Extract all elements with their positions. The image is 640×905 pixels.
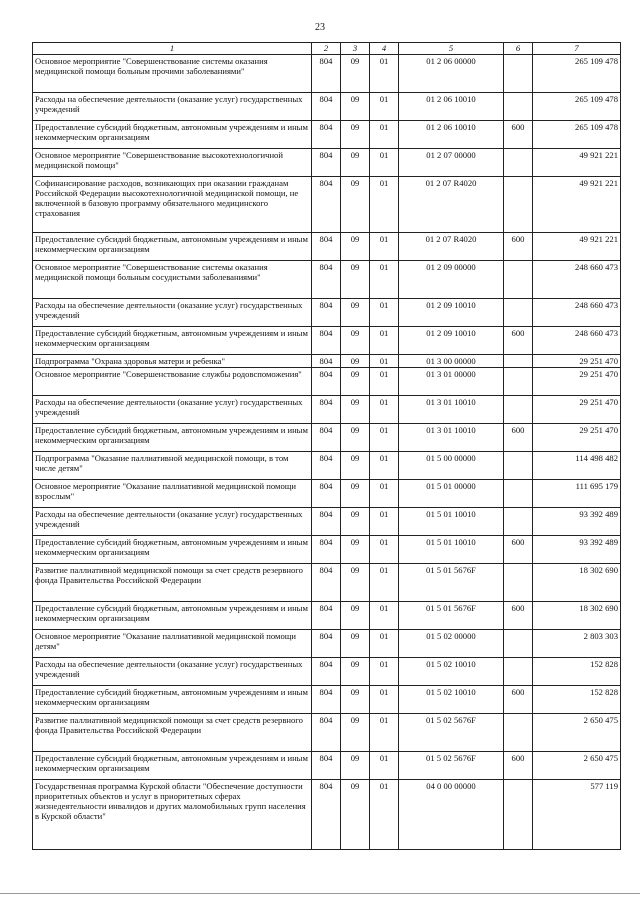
cell-rz: 09: [341, 564, 370, 602]
cell-sum: 93 392 489: [533, 536, 621, 564]
cell-name: Предоставление субсидий бюджетным, автономным учреждениям и иным некоммерческим организациям: [33, 233, 312, 261]
cell-name: Расходы на обеспечение деятельности (оказание услуг) государственных учреждений: [33, 508, 312, 536]
cell-vr: [504, 396, 533, 424]
table-row: [33, 177, 621, 233]
cell-vr: 600: [504, 536, 533, 564]
cell-pr: 01: [370, 396, 399, 424]
cell-rz: 09: [341, 368, 370, 396]
cell-rz: 09: [341, 396, 370, 424]
cell-vr: 600: [504, 327, 533, 355]
cell-csr: 01 2 06 10010: [399, 93, 504, 121]
cell-vr: [504, 93, 533, 121]
cell-pr: 01: [370, 536, 399, 564]
cell-pr: 01: [370, 327, 399, 355]
cell-name: Предоставление субсидий бюджетным, автономным учреждениям и иным некоммерческим организациям: [33, 121, 312, 149]
cell-sum: 152 828: [533, 686, 621, 714]
cell-vr: 600: [504, 602, 533, 630]
cell-ved: 804: [312, 480, 341, 508]
cell-pr: 01: [370, 93, 399, 121]
table-row: [33, 93, 621, 121]
cell-pr: 01: [370, 564, 399, 602]
cell-vr: [504, 452, 533, 480]
table-row: [33, 355, 621, 368]
cell-ved: 804: [312, 396, 341, 424]
cell-sum: 93 392 489: [533, 508, 621, 536]
cell-ved: 804: [312, 452, 341, 480]
cell-sum: 18 302 690: [533, 602, 621, 630]
cell-name: Основное мероприятие "Оказание паллиативной медицинской помощи взрослым": [33, 480, 312, 508]
table-row: [33, 368, 621, 396]
cell-pr: 01: [370, 602, 399, 630]
header-col-6: 6: [504, 43, 533, 55]
cell-ved: 804: [312, 55, 341, 93]
cell-ved: 804: [312, 93, 341, 121]
cell-sum: 49 921 221: [533, 177, 621, 233]
cell-sum: 248 660 473: [533, 299, 621, 327]
cell-ved: 804: [312, 630, 341, 658]
cell-vr: 600: [504, 233, 533, 261]
cell-name: Развитие паллиативной медицинской помощи за счет средств резервного фонда Правительства Российской Федерации: [33, 564, 312, 602]
cell-ved: 804: [312, 261, 341, 299]
cell-vr: [504, 299, 533, 327]
table-row: [33, 424, 621, 452]
cell-csr: 01 5 01 5676F: [399, 564, 504, 602]
cell-rz: 09: [341, 686, 370, 714]
cell-rz: 09: [341, 261, 370, 299]
cell-sum: 111 695 179: [533, 480, 621, 508]
table-row: [33, 261, 621, 299]
cell-ved: 804: [312, 508, 341, 536]
cell-ved: 804: [312, 327, 341, 355]
cell-pr: 01: [370, 658, 399, 686]
cell-csr: 01 2 07 R4020: [399, 177, 504, 233]
cell-pr: 01: [370, 149, 399, 177]
cell-name: Расходы на обеспечение деятельности (оказание услуг) государственных учреждений: [33, 658, 312, 686]
header-col-7: 7: [533, 43, 621, 55]
cell-vr: [504, 355, 533, 368]
cell-rz: 09: [341, 714, 370, 752]
cell-csr: 01 2 06 10010: [399, 121, 504, 149]
cell-csr: 01 5 02 00000: [399, 630, 504, 658]
cell-sum: 2 650 475: [533, 714, 621, 752]
cell-pr: 01: [370, 261, 399, 299]
cell-vr: [504, 480, 533, 508]
cell-vr: [504, 508, 533, 536]
cell-csr: 04 0 00 00000: [399, 780, 504, 850]
table-row: [33, 480, 621, 508]
cell-vr: [504, 714, 533, 752]
cell-ved: 804: [312, 299, 341, 327]
cell-name: Подпрограмма "Оказание паллиативной медицинской помощи, в том числе детям": [33, 452, 312, 480]
budget-table: [32, 42, 621, 850]
cell-csr: 01 2 07 00000: [399, 149, 504, 177]
header-col-1: 1: [33, 43, 312, 55]
table-row: [33, 121, 621, 149]
cell-name: Государственная программа Курской области "Обеспечение доступности приоритетных объектов и услуг в приоритетных сферах жизнедеятельности инвалидов и других маломобильных групп населения в Курской области": [33, 780, 312, 850]
cell-csr: 01 5 01 00000: [399, 480, 504, 508]
cell-ved: 804: [312, 658, 341, 686]
cell-pr: 01: [370, 686, 399, 714]
cell-pr: 01: [370, 233, 399, 261]
cell-sum: 2 803 303: [533, 630, 621, 658]
cell-ved: 804: [312, 149, 341, 177]
table-row: [33, 55, 621, 93]
cell-vr: 600: [504, 121, 533, 149]
cell-vr: [504, 368, 533, 396]
cell-rz: 09: [341, 299, 370, 327]
table-row: [33, 536, 621, 564]
cell-name: Софинансирование расходов, возникающих при оказании гражданам Российской Федерации высокотехнологичной медицинской помощи, не включенной в базовую программу обязательного медицинского страхования: [33, 177, 312, 233]
cell-name: Расходы на обеспечение деятельности (оказание услуг) государственных учреждений: [33, 299, 312, 327]
cell-sum: 29 251 470: [533, 396, 621, 424]
cell-vr: [504, 564, 533, 602]
cell-pr: 01: [370, 752, 399, 780]
cell-ved: 804: [312, 714, 341, 752]
cell-name: Предоставление субсидий бюджетным, автономным учреждениям и иным некоммерческим организациям: [33, 327, 312, 355]
cell-rz: 09: [341, 233, 370, 261]
cell-csr: 01 2 09 10010: [399, 299, 504, 327]
cell-sum: 49 921 221: [533, 233, 621, 261]
table-row: [33, 508, 621, 536]
cell-rz: 09: [341, 149, 370, 177]
cell-ved: 804: [312, 424, 341, 452]
cell-name: Основное мероприятие "Совершенствование системы оказания медицинской помощи больным прочими заболеваниями": [33, 55, 312, 93]
cell-vr: 600: [504, 752, 533, 780]
cell-csr: 01 2 07 R4020: [399, 233, 504, 261]
cell-name: Основное мероприятие "Совершенствование службы родовспоможения": [33, 368, 312, 396]
cell-sum: 248 660 473: [533, 327, 621, 355]
cell-name: Предоставление субсидий бюджетным, автономным учреждениям и иным некоммерческим организациям: [33, 752, 312, 780]
cell-ved: 804: [312, 564, 341, 602]
cell-name: Расходы на обеспечение деятельности (оказание услуг) государственных учреждений: [33, 396, 312, 424]
table-row: [33, 564, 621, 602]
cell-rz: 09: [341, 55, 370, 93]
cell-sum: 49 921 221: [533, 149, 621, 177]
table-row: [33, 714, 621, 752]
cell-rz: 09: [341, 93, 370, 121]
header-col-3: 3: [341, 43, 370, 55]
cell-rz: 09: [341, 480, 370, 508]
table-row: [33, 396, 621, 424]
cell-pr: 01: [370, 714, 399, 752]
cell-csr: 01 5 02 5676F: [399, 714, 504, 752]
cell-pr: 01: [370, 121, 399, 149]
cell-vr: [504, 780, 533, 850]
cell-ved: 804: [312, 780, 341, 850]
cell-ved: 804: [312, 536, 341, 564]
cell-rz: 09: [341, 452, 370, 480]
table-row: [33, 658, 621, 686]
cell-vr: [504, 658, 533, 686]
table-row: [33, 327, 621, 355]
cell-name: Развитие паллиативной медицинской помощи за счет средств резервного фонда Правительства Российской Федерации: [33, 714, 312, 752]
cell-name: Основное мероприятие "Совершенствование высокотехнологичной медицинской помощи": [33, 149, 312, 177]
table-row: [33, 752, 621, 780]
cell-sum: 248 660 473: [533, 261, 621, 299]
cell-rz: 09: [341, 355, 370, 368]
cell-rz: 09: [341, 536, 370, 564]
cell-rz: 09: [341, 780, 370, 850]
cell-csr: 01 2 06 00000: [399, 55, 504, 93]
cell-rz: 09: [341, 327, 370, 355]
cell-sum: 2 650 475: [533, 752, 621, 780]
cell-rz: 09: [341, 658, 370, 686]
cell-vr: 600: [504, 686, 533, 714]
cell-pr: 01: [370, 55, 399, 93]
cell-csr: 01 3 00 00000: [399, 355, 504, 368]
cell-csr: 01 3 01 10010: [399, 424, 504, 452]
page-number: 23: [315, 22, 325, 33]
cell-sum: 577 119: [533, 780, 621, 850]
cell-pr: 01: [370, 368, 399, 396]
cell-rz: 09: [341, 508, 370, 536]
cell-ved: 804: [312, 233, 341, 261]
cell-pr: 01: [370, 480, 399, 508]
table-row: [33, 780, 621, 850]
cell-sum: 29 251 470: [533, 368, 621, 396]
cell-sum: 152 828: [533, 658, 621, 686]
cell-sum: 265 109 478: [533, 55, 621, 93]
cell-pr: 01: [370, 630, 399, 658]
cell-rz: 09: [341, 602, 370, 630]
cell-rz: 09: [341, 630, 370, 658]
cell-pr: 01: [370, 424, 399, 452]
cell-csr: 01 5 01 5676F: [399, 602, 504, 630]
cell-ved: 804: [312, 121, 341, 149]
cell-pr: 01: [370, 355, 399, 368]
cell-sum: 18 302 690: [533, 564, 621, 602]
cell-csr: 01 5 02 10010: [399, 686, 504, 714]
header-col-5: 5: [399, 43, 504, 55]
page-bottom-rule: [0, 893, 640, 894]
cell-pr: 01: [370, 177, 399, 233]
table-row: [33, 149, 621, 177]
cell-ved: 804: [312, 752, 341, 780]
header-col-2: 2: [312, 43, 341, 55]
cell-csr: 01 5 01 10010: [399, 508, 504, 536]
cell-ved: 804: [312, 686, 341, 714]
table-row: [33, 686, 621, 714]
cell-sum: 114 498 482: [533, 452, 621, 480]
cell-vr: [504, 177, 533, 233]
cell-name: Расходы на обеспечение деятельности (оказание услуг) государственных учреждений: [33, 93, 312, 121]
cell-vr: [504, 261, 533, 299]
cell-name: Предоставление субсидий бюджетным, автономным учреждениям и иным некоммерческим организациям: [33, 686, 312, 714]
cell-sum: 265 109 478: [533, 93, 621, 121]
cell-csr: 01 5 02 5676F: [399, 752, 504, 780]
cell-pr: 01: [370, 780, 399, 850]
cell-csr: 01 5 02 10010: [399, 658, 504, 686]
cell-ved: 804: [312, 368, 341, 396]
cell-csr: 01 2 09 00000: [399, 261, 504, 299]
header-row: [33, 43, 621, 55]
table-row: [33, 452, 621, 480]
cell-name: Предоставление субсидий бюджетным, автономным учреждениям и иным некоммерческим организациям: [33, 536, 312, 564]
cell-sum: 265 109 478: [533, 121, 621, 149]
cell-sum: 29 251 470: [533, 355, 621, 368]
cell-rz: 09: [341, 424, 370, 452]
table-row: [33, 233, 621, 261]
cell-rz: 09: [341, 752, 370, 780]
table-row: [33, 602, 621, 630]
cell-vr: [504, 149, 533, 177]
cell-csr: 01 2 09 10010: [399, 327, 504, 355]
cell-name: Предоставление субсидий бюджетным, автономным учреждениям и иным некоммерческим организациям: [33, 602, 312, 630]
header-col-4: 4: [370, 43, 399, 55]
cell-pr: 01: [370, 452, 399, 480]
cell-rz: 09: [341, 177, 370, 233]
cell-pr: 01: [370, 508, 399, 536]
cell-rz: 09: [341, 121, 370, 149]
cell-sum: 29 251 470: [533, 424, 621, 452]
cell-csr: 01 3 01 00000: [399, 368, 504, 396]
cell-csr: 01 5 00 00000: [399, 452, 504, 480]
cell-csr: 01 3 01 10010: [399, 396, 504, 424]
cell-vr: [504, 55, 533, 93]
cell-pr: 01: [370, 299, 399, 327]
cell-name: Основное мероприятие "Оказание паллиативной медицинской помощи детям": [33, 630, 312, 658]
table-row: [33, 299, 621, 327]
cell-ved: 804: [312, 177, 341, 233]
cell-ved: 804: [312, 355, 341, 368]
cell-csr: 01 5 01 10010: [399, 536, 504, 564]
cell-vr: [504, 630, 533, 658]
table-row: [33, 630, 621, 658]
cell-name: Подпрограмма "Охрана здоровья матери и ребенка": [33, 355, 312, 368]
cell-vr: 600: [504, 424, 533, 452]
cell-ved: 804: [312, 602, 341, 630]
cell-name: Предоставление субсидий бюджетным, автономным учреждениям и иным некоммерческим организациям: [33, 424, 312, 452]
cell-name: Основное мероприятие "Совершенствование системы оказания медицинской помощи больным сосудистыми заболеваниями": [33, 261, 312, 299]
